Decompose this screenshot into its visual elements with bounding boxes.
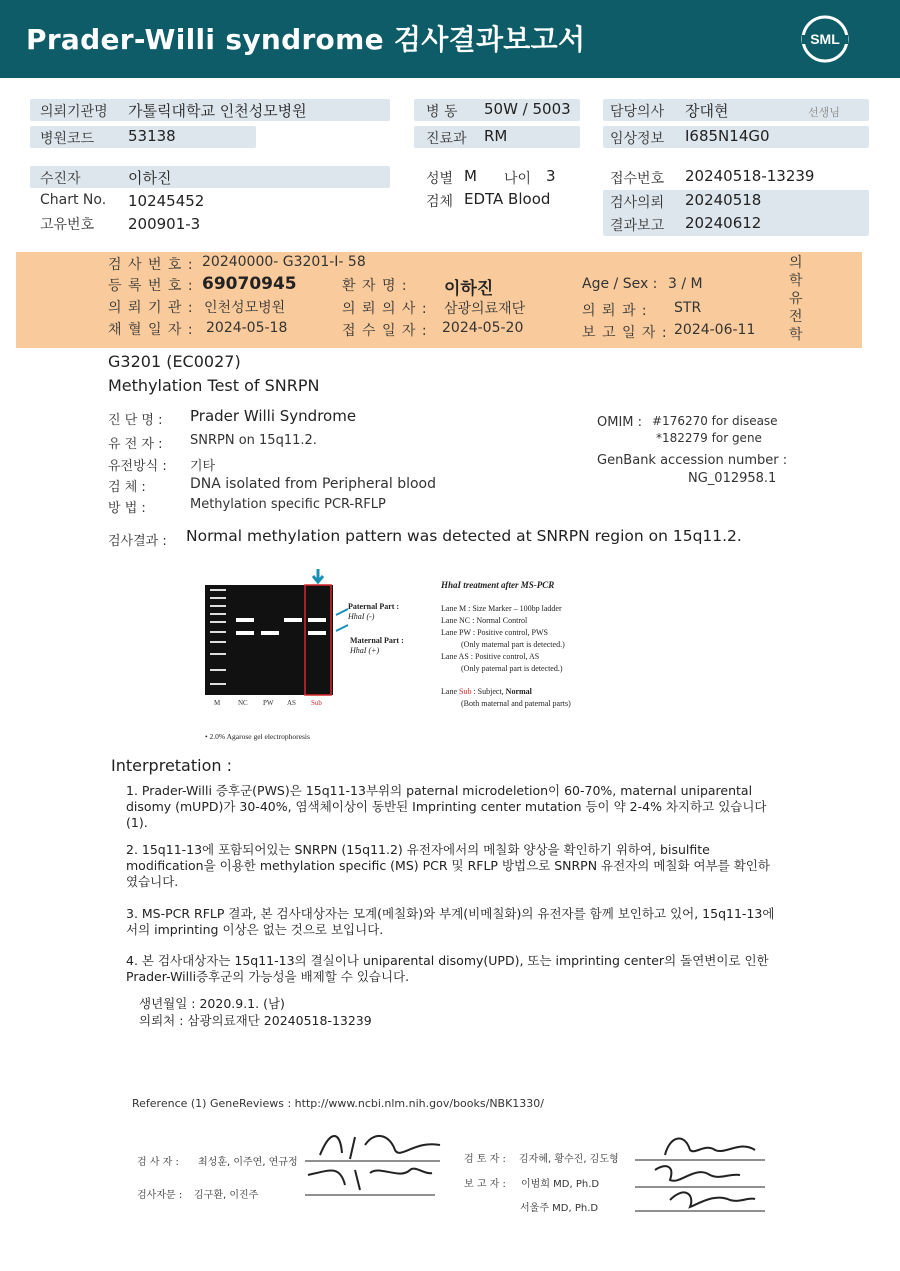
omim-gene: *182279 for gene xyxy=(656,431,762,445)
collect-value: 2024-05-18 xyxy=(206,320,288,336)
legend-block xyxy=(441,603,565,675)
legend-title: HhaI treatment after MS-PCR xyxy=(441,580,555,590)
interp-p2: 2. 15q11-13에 포함되어있는 SNRPN (15q11.2) 유전자에서의 메칠화 양상을 확인하기 위하여, bisulfite modification을 이용한 methylation specific (MS) PCR 및 RFLP 방법으로 SNRPN 유전자의 메칠화 여부를 확인하였습니다. xyxy=(126,842,770,889)
doctor-label: 담당의사 xyxy=(610,104,665,120)
clinical-value: I685N14G0 xyxy=(685,127,770,145)
reference: Reference (1) GeneReviews : http://www.ncbi.nlm.nih.gov/books/NBK1330/ xyxy=(132,1097,545,1110)
patient-bar xyxy=(30,166,390,188)
arrow-paternal-icon xyxy=(336,609,348,615)
doctor-suffix: 선생님 xyxy=(808,106,840,119)
nc-band-paternal xyxy=(236,618,254,622)
logo-text: SML xyxy=(810,31,840,47)
ward-value: 50W / 5003 xyxy=(484,100,571,118)
scan-report-label: 보 고 일 자 : xyxy=(582,325,668,341)
assistant-names: 김구환, 이진주 xyxy=(194,1190,259,1201)
reviewer-label: 검 토 자 : xyxy=(464,1154,506,1165)
side-label: 의학유전학 xyxy=(789,255,803,343)
receive-value: 2024-05-20 xyxy=(442,320,524,336)
report-value: 20240612 xyxy=(685,214,762,232)
legend-line: Lane M : Size Marker – 100bp ladder xyxy=(441,604,562,613)
report-title: Prader-Willi syndrome 검사결과보고서 xyxy=(26,23,586,56)
gene-label: 유 전 자 : xyxy=(108,437,163,452)
sex-value: M xyxy=(464,167,477,185)
age-value: 3 xyxy=(546,167,556,185)
specimen-label: 검체 xyxy=(426,194,454,210)
nc-band-maternal xyxy=(236,631,254,635)
legend-line: Lane PW : Positive control, PWS xyxy=(441,628,548,637)
reviewer-names: 김자혜, 황수진, 김도형 xyxy=(519,1154,619,1165)
doctor-value: 장대현 xyxy=(685,102,729,120)
maternal-label: Maternal Part : xyxy=(350,636,404,645)
legend-line: (Only maternal part is detected.) xyxy=(461,640,565,649)
age-label: 나이 xyxy=(504,171,532,187)
legend-line: Lane AS : Positive control, AS xyxy=(441,652,540,661)
legend-line: (Only paternal part is detected.) xyxy=(461,664,563,673)
request-label: 검사의뢰 xyxy=(610,195,665,211)
reception-label: 접수번호 xyxy=(610,171,665,187)
inherit-value: 기타 xyxy=(190,459,216,474)
req-dept-value: STR xyxy=(674,300,702,316)
genbank-label: GenBank accession number : xyxy=(597,453,788,468)
specimen-value: EDTA Blood xyxy=(464,190,551,208)
scan-patient-value: 이하진 xyxy=(444,279,494,299)
dept-value: RM xyxy=(484,127,508,145)
test-no-value: 20240000- G3201-I- 58 xyxy=(202,254,366,270)
request-value: 20240518 xyxy=(685,191,762,209)
sub-band-maternal xyxy=(308,631,326,635)
lane-label-pw: PW xyxy=(263,699,274,707)
test-code: G3201 (EC0027) xyxy=(108,352,241,371)
collect-label: 채 혈 일 자 : xyxy=(108,322,194,338)
spec-value: DNA isolated from Peripheral blood xyxy=(190,476,437,492)
as-band-paternal xyxy=(284,618,302,622)
req-doc-label: 의 뢰 의 사 : xyxy=(342,301,428,317)
interp-p3: 3. MS-PCR RFLP 결과, 본 검사대상자는 모계(메칠화)와 부계(비메칠화)의 유전자를 함께 보인하고 있어, 15q11-13에서의 imprinting 이상은 없는 것으로 보입니다. xyxy=(126,906,775,937)
interpretation-title: Interpretation : xyxy=(111,756,232,775)
institution-label: 의뢰기관명 xyxy=(40,104,108,120)
interp-p4: 4. 본 검사대상자는 15q11-13의 결실이나 uniparental disomy(UPD), 또는 imprinting center의 돌연변이로 인한 Prader-Willi증후군의 가능성을 배제할 수 있습니다. xyxy=(126,953,769,984)
patient-label: 수진자 xyxy=(40,171,81,187)
sub-band-paternal xyxy=(308,618,326,622)
reporter-label: 보 고 자 : xyxy=(464,1179,506,1190)
reviewer-signature xyxy=(630,1125,770,1215)
reg-no-label: 등 록 번 호 : xyxy=(108,278,194,294)
reg-no-value: 69070945 xyxy=(202,274,297,294)
referral-info: 의뢰처 : 삼광의료재단 20240518-13239 xyxy=(139,1013,372,1028)
diag-value: Prader Willi Syndrome xyxy=(190,407,357,425)
req-doc-value: 삼광의료재단 xyxy=(444,301,526,317)
inherit-label: 유전방식 : xyxy=(108,459,167,474)
paternal-sub: HhaI (-) xyxy=(348,612,375,621)
unique-value: 200901-3 xyxy=(128,215,201,233)
lane-label-as: AS xyxy=(287,699,296,707)
result-value: Normal methylation pattern was detected at SNRPN region on 15q11.2. xyxy=(186,527,742,545)
test-name: Methylation Test of SNRPN xyxy=(108,376,320,395)
legend-line: Lane NC : Normal Control xyxy=(441,616,528,625)
scan-patient-label: 환 자 명 : xyxy=(342,278,408,294)
report-label: 결과보고 xyxy=(610,218,665,234)
patient-value: 이하진 xyxy=(128,169,172,187)
assistant-label: 검사자문 : xyxy=(137,1190,183,1201)
paternal-label: Paternal Part : xyxy=(348,602,400,611)
clinical-label: 임상정보 xyxy=(610,131,665,147)
agesex-value: 3 / M xyxy=(668,276,703,292)
birth-date: 생년월일 : 2020.9.1. (남) xyxy=(139,996,285,1011)
hospital-code-label: 병원코드 xyxy=(40,131,95,147)
sex-label: 성별 xyxy=(426,171,454,187)
ward-label: 병 동 xyxy=(426,104,458,120)
inst-value: 인천성모병원 xyxy=(204,300,286,316)
spec-label: 검 체 : xyxy=(108,480,146,495)
test-no-label: 검 사 번 호 : xyxy=(108,257,194,273)
reception-value: 20240518-13239 xyxy=(685,167,815,185)
tester-names: 최성훈, 이주연, 연규정 xyxy=(198,1157,298,1168)
method-value: Methylation specific PCR-RFLP xyxy=(190,497,386,512)
diag-label: 진 단 명 : xyxy=(108,413,163,428)
pw-band-maternal xyxy=(261,631,279,635)
chart-label: Chart No. xyxy=(40,192,107,208)
reporter-2: 서울주 MD, Ph.D xyxy=(520,1203,599,1214)
receive-label: 접 수 일 자 : xyxy=(342,323,428,339)
inst-label: 의 뢰 기 관 : xyxy=(108,300,194,316)
lane-label-m: M xyxy=(214,699,221,707)
interp-p1: 1. Prader-Willi 증후군(PWS)은 15q11-13부위의 paternal microdeletion이 60-70%, maternal uniparental disomy (mUPD)가 30-40%, 염색체이상이 동반된 Imprinting center mutation 등이 약 2-4% 차지하고 있습니다 (1). xyxy=(126,783,767,830)
dept-label: 진료과 xyxy=(426,131,467,147)
omim-disease: #176270 for disease xyxy=(652,414,778,428)
legend-subject: Lane Sub : Subject, Normal (Both maternal and paternal parts) xyxy=(441,687,571,708)
reporter-1: 이범희 MD, Ph.D xyxy=(521,1179,600,1190)
gel-background xyxy=(205,585,333,695)
omim-label: OMIM : xyxy=(597,415,643,430)
req-dept-label: 의 뢰 과 : xyxy=(582,303,648,319)
method-label: 방 법 : xyxy=(108,501,146,516)
lane-label-sub: Sub xyxy=(311,699,322,707)
arrow-maternal-icon xyxy=(336,625,348,631)
tester-signature xyxy=(300,1125,450,1200)
institution-value: 가톨릭대학교 인천성모병원 xyxy=(128,102,307,120)
unique-label: 고유번호 xyxy=(40,217,95,233)
sml-logo-icon xyxy=(800,14,850,64)
gel-note: • 2.0% Agarose gel electrophoresis xyxy=(205,732,310,741)
genbank-value: NG_012958.1 xyxy=(688,471,777,486)
scan-report-value: 2024-06-11 xyxy=(674,322,756,338)
maternal-sub: HhaI (+) xyxy=(350,646,380,655)
arrow-down-icon xyxy=(313,569,323,582)
chart-value: 10245452 xyxy=(128,192,205,210)
tester-label: 검 사 자 : xyxy=(137,1157,179,1168)
hospital-code-value: 53138 xyxy=(128,127,176,145)
result-label: 검사결과 : xyxy=(108,534,167,549)
agesex-label: Age / Sex : xyxy=(582,276,658,292)
gene-value: SNRPN on 15q11.2. xyxy=(190,433,317,448)
lane-label-nc: NC xyxy=(238,699,248,707)
